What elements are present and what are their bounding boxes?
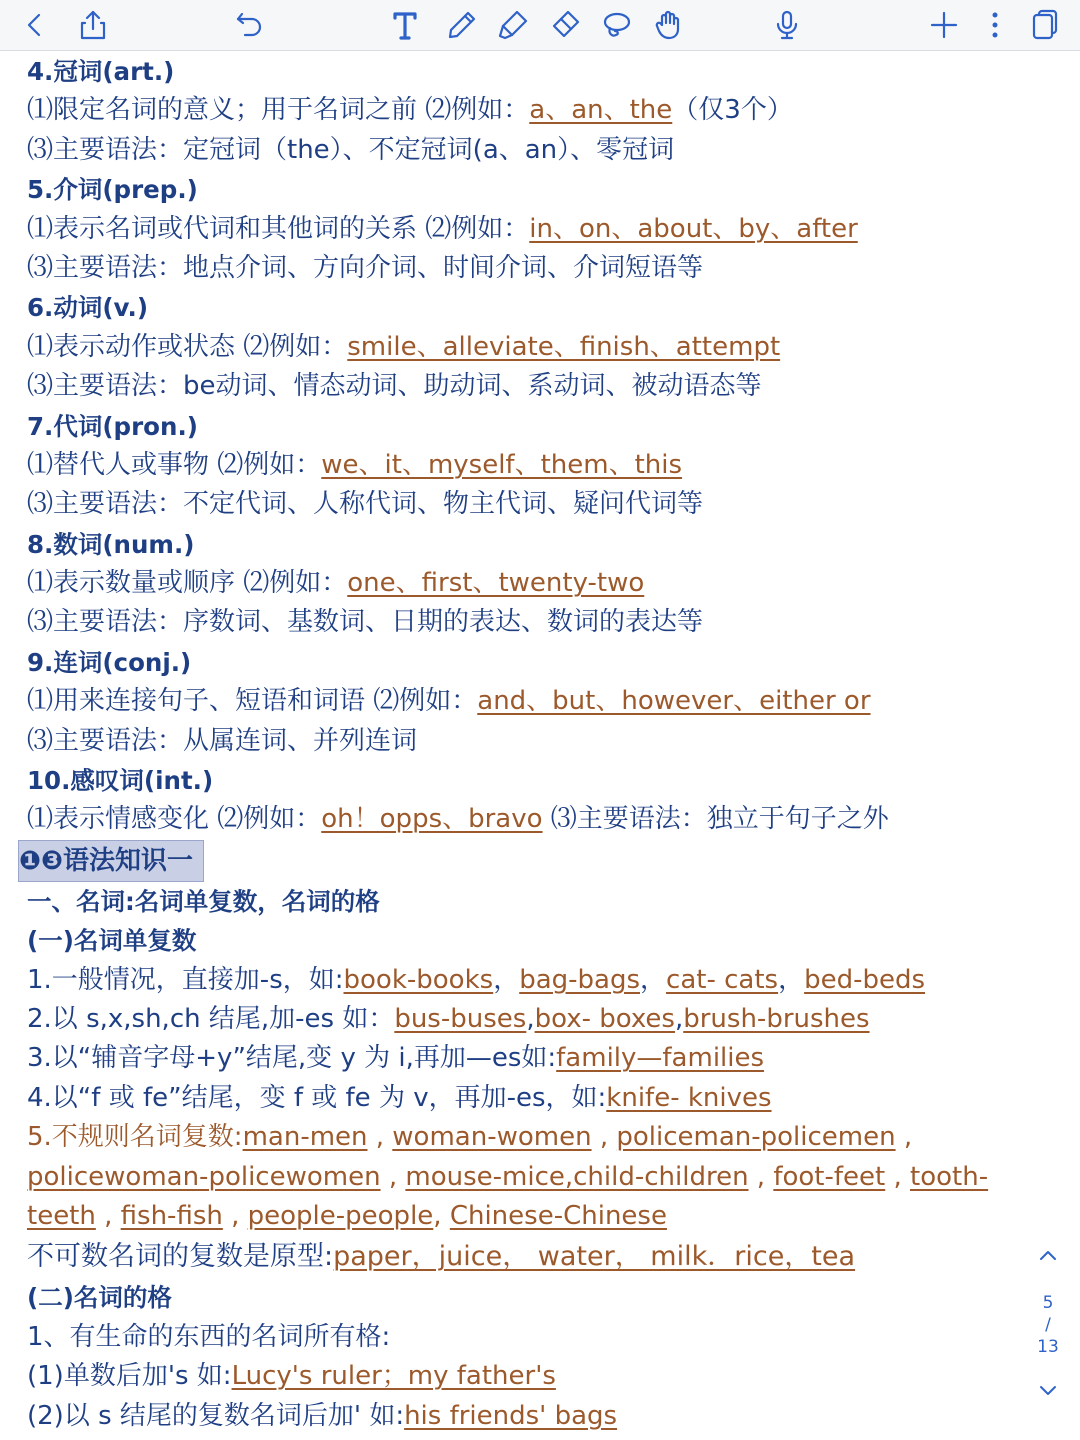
page-down-button[interactable]: [1025, 1378, 1071, 1407]
chevron-up-icon: [1036, 1244, 1060, 1268]
separator: ，: [493, 964, 520, 995]
separator: ,: [380, 1161, 406, 1192]
plural-example: man-men: [242, 1122, 368, 1153]
page-up-button[interactable]: [1025, 1244, 1071, 1273]
share-icon[interactable]: [72, 4, 114, 46]
line-text: ⑶主要语法：不定代词、人称代词、物主代词、疑问代词等: [27, 489, 704, 520]
body-line: [27, 249, 1037, 288]
irregular-plural-line: [27, 1158, 1037, 1197]
line-text: ⑴用来连接句子、短语和词语 ⑵例如：: [27, 686, 478, 717]
plural-example: box- boxes: [534, 1003, 675, 1034]
line-text: ⑴限定名词的意义；用于名词之前 ⑵例如：: [27, 95, 530, 126]
chevron-down-icon: [1036, 1378, 1060, 1402]
heading-line: 6.动词(v.): [27, 293, 149, 323]
line-text: ⑶主要语法：序数词、基数词、日期的表达、数词的表达等: [27, 607, 704, 638]
uncountable-line: [27, 1236, 1037, 1278]
example-words: a、an、the: [529, 95, 673, 126]
rule-text: 2.以 s,x,sh,ch 结尾,加-es 如：: [27, 1003, 395, 1034]
page-total: 13: [1037, 1337, 1059, 1357]
plural-example: knife- knives: [606, 1082, 772, 1113]
parts-of-speech-list: [27, 52, 1037, 840]
heading-line: 5.介词(prep.): [27, 175, 198, 205]
heading-line: 10.感叹词(int.): [27, 766, 214, 796]
section-title: 一、名词:名词单复数，名词的格: [27, 886, 380, 916]
toolbar: [0, 0, 1080, 51]
body-line: [27, 91, 1037, 130]
section-banner: ❶❸语法知识一: [18, 840, 204, 882]
text-tool-icon[interactable]: [384, 4, 426, 46]
heading-line: 7.代词(pron.): [27, 411, 198, 441]
plural-example: fish-fish: [120, 1200, 223, 1231]
body-line: [27, 800, 1037, 839]
line-text: ⑴替代人或事物 ⑵例如：: [27, 449, 322, 480]
plural-example: bag-bags: [519, 964, 641, 995]
body-line: [27, 485, 1037, 524]
case-rule-example: his friends' bags: [404, 1400, 618, 1431]
plural-example: cat- cats: [666, 964, 779, 995]
plural-example: brush-brushes: [683, 1003, 870, 1034]
plural-example: teeth: [27, 1200, 96, 1231]
line-text: ⑴表示数量或顺序 ⑵例如：: [27, 568, 348, 599]
separator: ,: [367, 1122, 393, 1153]
line-text: （仅3个）: [672, 95, 793, 126]
plural-rule-line: [27, 1079, 1037, 1118]
example-words: oh！opps、bravo: [321, 804, 543, 835]
separator: ,: [748, 1161, 774, 1192]
page-indicator: [1025, 1292, 1071, 1358]
case-rule-example: Lucy's ruler；my father's: [231, 1361, 556, 1392]
separator: ,: [591, 1122, 617, 1153]
case-rule-1: [27, 1357, 1037, 1396]
body-line: [27, 603, 1037, 642]
separator: ,: [674, 1003, 684, 1034]
undo-icon[interactable]: [228, 4, 270, 46]
line-text: ⑴表示动作或状态 ⑵例如：: [27, 331, 348, 362]
hand-icon[interactable]: [648, 4, 690, 46]
plural-example: policeman-policemen: [616, 1122, 896, 1153]
irregular-plural-line: [27, 1197, 1037, 1236]
case-rule-text: (2)以 s 结尾的复数名词后加' 如:: [27, 1400, 405, 1431]
example-words: and、but、however、either or: [477, 686, 871, 717]
plural-example: foot-feet: [773, 1161, 886, 1192]
plural-example: people-people: [247, 1200, 434, 1231]
line-text: ⑶主要语法：独立于句子之外: [542, 804, 889, 835]
pages-icon[interactable]: [1024, 4, 1066, 46]
separator: ,: [222, 1200, 248, 1231]
line-text: ⑶主要语法：be动词、情态动词、助动词、系动词、被动语态等: [27, 371, 762, 402]
separator: ，: [640, 964, 667, 995]
body-line: [27, 446, 1037, 485]
uncountable-examples: paper，juice， water， milk．rice，tea: [333, 1241, 856, 1273]
line-text: ⑶主要语法：定冠词（the）、不定冠词(a、an）、零冠词: [27, 134, 675, 165]
eraser-icon[interactable]: [544, 4, 586, 46]
case-rule-text: (1)单数后加's 如:: [27, 1361, 232, 1392]
rule-text: 3.以“辅音字母+y”结尾,变 y 为 i,再加—es如:: [27, 1043, 557, 1074]
highlighter-icon[interactable]: [492, 4, 534, 46]
pen-icon[interactable]: [441, 4, 483, 46]
plural-example: policewoman-policewomen: [27, 1161, 381, 1192]
plural-example: book-books: [343, 964, 494, 995]
subsection-title-case: (二)名词的格: [27, 1283, 172, 1313]
body-line: [27, 131, 1037, 170]
separator: ,: [895, 1122, 913, 1153]
subsection-title-plural: (一)名词单复数: [27, 926, 197, 956]
body-line: [27, 210, 1037, 249]
plural-rules-list: [27, 961, 1037, 1119]
plural-rule-line: [27, 1000, 1037, 1039]
heading-line: 9.连词(conj.): [27, 647, 192, 677]
document-page: [19, 52, 1037, 1436]
body-line: [27, 328, 1037, 367]
case-intro: 1、有生命的东西的名词所有格:: [27, 1321, 391, 1352]
page-separator: /: [1045, 1315, 1051, 1335]
plural-example: bus-buses: [394, 1003, 527, 1034]
body-line: [27, 722, 1037, 761]
section-banner-row: [19, 840, 1037, 882]
separator: ，: [778, 964, 805, 995]
plural-example: tooth-: [910, 1161, 989, 1192]
plural-rule-line: [27, 961, 1037, 1000]
rule-text: 5.不规则名词复数:: [27, 1122, 243, 1153]
example-words: one、first、twenty-two: [347, 568, 645, 599]
plural-example: woman-women: [392, 1122, 592, 1153]
body-line: [27, 367, 1037, 406]
body-line: [27, 564, 1037, 603]
more-icon[interactable]: [974, 4, 1016, 46]
lasso-icon[interactable]: [596, 4, 638, 46]
separator: ,: [95, 1200, 121, 1231]
line-text: ⑴表示情感变化 ⑵例如：: [27, 804, 322, 835]
irregular-plural-line: [27, 1118, 1037, 1157]
uncountable-label: 不可数名词的复数是原型:: [27, 1241, 334, 1273]
line-text: ⑶主要语法：从属连词、并列连词: [27, 725, 418, 756]
page-current: 5: [1042, 1293, 1054, 1313]
microphone-icon[interactable]: [766, 4, 808, 46]
plural-example: family—families: [556, 1043, 765, 1074]
plural-example: bed-beds: [804, 964, 926, 995]
case-rule-2: [27, 1397, 1037, 1436]
line-text: ⑶主要语法：地点介词、方向介词、时间介词、介词短语等: [27, 252, 704, 283]
heading-line: 4.冠词(art.): [27, 57, 175, 86]
separator: ,: [526, 1003, 535, 1034]
body-line: [27, 682, 1037, 721]
rule-text: 1.一般情况，直接加-s，如:: [27, 964, 344, 995]
add-icon[interactable]: [923, 4, 965, 46]
example-words: smile、alleviate、finish、attempt: [347, 331, 781, 362]
plural-example: Chinese-Chinese: [449, 1200, 667, 1231]
heading-line: 8.数词(num.): [27, 529, 195, 559]
back-icon[interactable]: [14, 4, 56, 46]
plural-rule-line: [27, 1039, 1037, 1078]
plural-example: mouse-mice,child-children: [405, 1161, 749, 1192]
example-words: we、it、myself、them、this: [321, 449, 683, 480]
separator: ,: [433, 1200, 450, 1231]
example-words: in、on、about、by、after: [529, 213, 858, 244]
rule-text: 4.以“f 或 fe”结尾，变 f 或 fe 为 v，再加-es，如:: [27, 1082, 607, 1113]
separator: ,: [885, 1161, 911, 1192]
line-text: ⑴表示名词或代词和其他词的关系 ⑵例如：: [27, 213, 530, 244]
